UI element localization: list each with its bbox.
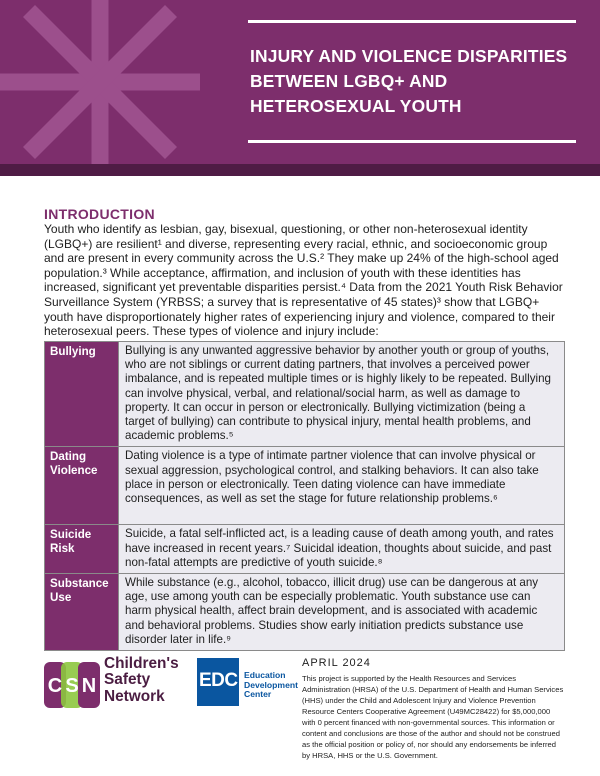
csn-letter: C <box>47 675 63 697</box>
row-description: Suicide, a fatal self-inflicted act, is a leading cause of death among youth, and rates have increased in recent years.⁷ Suicidal ideation, thoughts about suicide, and past non-fatal attempts are predictive of youth suicide.⁸ <box>119 525 565 574</box>
row-label: Suicide Risk <box>45 525 119 574</box>
intro-heading: INTRODUCTION <box>44 206 155 222</box>
edc-letters: EDC <box>199 670 238 691</box>
table-row <box>45 574 565 651</box>
csn-logo <box>44 660 100 710</box>
publication-date: APRIL 2024 <box>302 657 371 669</box>
csn-name: Children's Safety Network <box>104 655 179 705</box>
title-rule-top <box>248 20 576 23</box>
row-description: Bullying is any unwanted aggressive behavior by another youth or group of youths, who are not siblings or current dating partners, that involves a perceived power imbalance, and is repeated multiple times or is highly likely to be repeated. Bullying can involve physical, verbal, and relational/social harm, as well as damage to property. It can occur in person or electronically. Bullying victimization (being a target of bullying) can contribute to physical injury, mental health problems, and academic problems.⁵ <box>119 342 565 447</box>
header-banner <box>0 0 600 164</box>
csn-letter: N <box>81 675 97 697</box>
edc-name: Education Development Center <box>244 670 298 700</box>
csn-letter: S <box>65 675 79 697</box>
page-title: INJURY AND VIOLENCE DISPARITIES BETWEEN LGBQ+ AND HETEROSEXUAL YOUTH <box>250 46 568 116</box>
row-label: Dating Violence <box>45 447 119 525</box>
funding-disclaimer: This project is supported by the Health Resources and Services Administration (HRSA) of the U.S. Department of Health and Human Services (HHS) under the Child and Adolescent Injury and Violence Prevention Resource Centers Cooperative Agreement (U49MC28422) for $5,000,000 with 0 percent financed with non-governmental sources. This information or content and conclusions are those of the author and should not be construed as the official position or policy of, nor should any endorsements be inferred by HRSA, HHS or the U.S. Government. <box>302 674 564 760</box>
row-label: Bullying <box>45 342 119 447</box>
asterisk-star-icon <box>0 0 200 164</box>
table-row <box>45 525 565 574</box>
title-rule-bottom <box>248 140 576 143</box>
row-description: While substance (e.g., alcohol, tobacco, illicit drug) use can be dangerous at any age, use among youth can be especially problematic. Youth substance use can harm physical health, affect brain development, and is associated with academic and behavioral problems. Studies show early initiation predicts substance use disorder later in life.⁹ <box>119 574 565 651</box>
row-description: Dating violence is a type of intimate partner violence that can involve physical or sexual aggression, psychological control, and stalking behaviors. It can also take place in person or electronically. Teen dating violence can have immediate consequences, as well as set the stage for future relationship problems.⁶ <box>119 447 565 525</box>
row-label: Substance Use <box>45 574 119 651</box>
violence-types-table <box>44 341 565 651</box>
table-row <box>45 447 565 525</box>
table-row <box>45 342 565 447</box>
header-strip <box>0 164 600 176</box>
intro-paragraph: Youth who identify as lesbian, gay, bisexual, questioning, or other non-heterosexual identity (LGBQ+) are resilient¹ and diverse, representing every racial, ethnic, and socioeconomic group and are present in every community across the U.S.² They make up 24% of the high-school aged population.³ While acceptance, affirmation, and inclusion of youth with these identities has increased, significant yet preventable disparities persist.⁴ Data from the 2021 Youth Risk Behavior Surveillance System (YRBSS; a survey that is representative of 45 states)³ show that LGBQ+ youth have disproportionately higher rates of experiencing injury and violence, compared to their heterosexual peers. These types of violence and injury include: <box>44 222 563 339</box>
